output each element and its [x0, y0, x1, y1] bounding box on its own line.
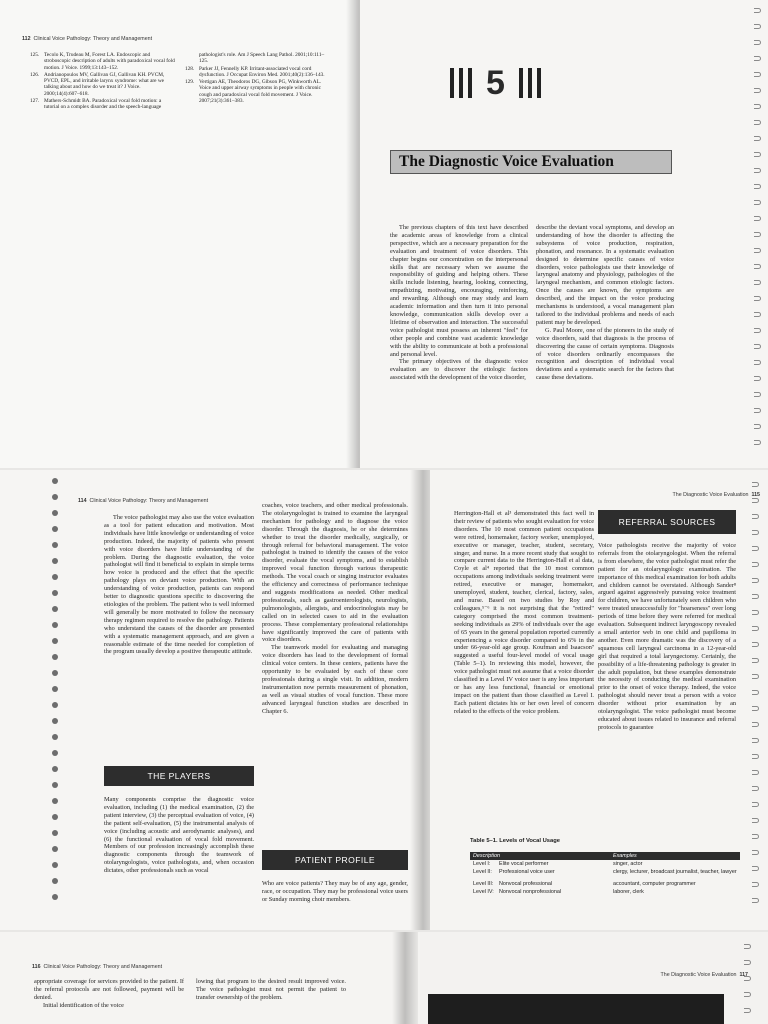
reference-number: 125. [30, 52, 40, 58]
paragraph: appropriate coverage for services provided to the patient. If the referral protocols are not followed, payment will be denied. [34, 978, 184, 1001]
page-number: 115 [751, 492, 760, 498]
binding-ring-icon [752, 866, 759, 871]
binding-hole-icon [52, 846, 58, 852]
running-title: The Diagnostic Voice Evaluation [672, 492, 749, 498]
binding-hole-icon [52, 542, 58, 548]
binding-ring-icon [752, 658, 759, 663]
binding-ring-icon [752, 818, 759, 823]
binding-ring-icon [752, 594, 759, 599]
heading-text: REFERRAL SOURCES [618, 517, 716, 527]
decorative-bars-left [450, 68, 472, 98]
binding-ring-icon [754, 312, 761, 317]
reference-text: Parker JJ, Fennelly KP. Irritant-associated vocal cord dysfunction. J Occupat Environ Med. 2001;40(2):136–143. [199, 65, 325, 78]
page-115 [430, 470, 768, 932]
table-row [470, 878, 740, 888]
paragraph: Herrington-Hall et al³ demonstrated this fact well in their review of patients who sought evaluation for voice disorders. The 10 most common patient occupations were retired, homemaker, factory worker, unemployed, executive or manager, teacher, student, secretary, singer, and nurse. In a more recent study that sought to compare current data to the Herrington-Hall et al data, Coyle et al⁴ reported that the 10 most common occupations among individuals seeking treatment were retired, executive or manager, homemaker, unemployed, student, teacher, clerical, factory, sales, and nurse. Based on two studies by Roy and colleagues,⁵⁻⁶ it is not surprising that the "retired" category comprised the most common treatment-seeking individuals as 29% of individuals over the age of 65 years in the general population reported currently experiencing a voice disorder compared to 6% in the under 66-year-old age group. Koufman and Isaacson⁷ suggested a useful four-level model of vocal usage (Table 5–1). In reviewing this model, however, the voice pathologist must not assume that a voice disorder classified in a Level IV voice user is any less important or has any less functional, financial or emotional impact on the patient than those classified as Level I. Each patient dictates his or her own level of concern related to the effects of the voice problem. [454, 510, 594, 715]
binding-ring-icon [754, 152, 761, 157]
binding-ring-icon [744, 1008, 751, 1013]
binding-ring-icon [754, 72, 761, 77]
binding-ring-icon [754, 24, 761, 29]
page-117-header [661, 972, 748, 978]
binding-ring-icon [754, 328, 761, 333]
binding-ring-icon [754, 168, 761, 173]
binding-ring-icon [752, 690, 759, 695]
chapter-opener [450, 64, 541, 102]
page-number: 112 [22, 36, 31, 42]
page-112-header [22, 36, 152, 42]
level-description: Elite vocal performer [499, 861, 549, 867]
binding-ring-icon [754, 376, 761, 381]
binding-ring-icon [752, 850, 759, 855]
page-number: 117 [739, 972, 748, 978]
heading-text: PATIENT PROFILE [294, 855, 375, 865]
binding-hole-icon [52, 558, 58, 564]
binding-hole-icon [52, 686, 58, 692]
binding-ring-icon [744, 960, 751, 965]
table-cell-description [470, 878, 610, 888]
reference-text: Vertigan AE, Theodoros DG, Gibson PG, Winkworth AL. Voice and upper airway symptoms in people with chronic cough and paradoxical vocal fold movement. J Voice. 2007;21(3):361–383. [199, 79, 322, 105]
gutter-shadow [392, 932, 418, 1024]
paragraph: lowing that program to the desired result improved voice. The voice pathologist must not permit the patient to transfer ownership of the problem. [196, 978, 346, 1001]
binding-ring-icon [744, 976, 751, 981]
paragraph: The voice pathologist may also use the voice evaluation as a tool for patient education and motivation. Most individuals have little knowledge or understanding of voice production. Indeed, the majority of patients who present with voice disorders have little understanding of the problem. During the diagnostic evaluation, the voice pathologist will find it beneficial to explain in simple terms how voice is produced and the effect that the specific pathology plays on deviant voice production. With an understanding of voice production, patients can respond better to diagnostic questions specific to discovering the etiologies of the problem. The patient who is well informed will generally be more motivated to follow the necessary therapy regimen required to resolve the pathology. Patients who understand the causes of the disorder are presented with a systematic management approach, and are given a reasonable estimate of the time needed for completion of the program usually develop a positive therapeutic attitude. [104, 514, 254, 656]
table-cell-description [470, 888, 610, 896]
level-label: Level II: [473, 869, 492, 875]
reference-item [30, 72, 175, 97]
table-row [470, 868, 740, 878]
binding-holes [52, 470, 62, 932]
table-cell-examples: singer, actor [613, 861, 643, 867]
binding-ring-icon [752, 482, 759, 487]
binding-ring-icon [754, 88, 761, 93]
binding-ring-icon [752, 706, 759, 711]
binding-hole-icon [52, 734, 58, 740]
binding-ring-icon [754, 120, 761, 125]
binding-ring-icon [752, 834, 759, 839]
paragraph: The teamwork model for evaluating and managing voice disorders has lead to the development of formal clinical voice centers. In these centers, patients have the opportunity to be evaluated by each of these core professionals during a single visit. In addition, modern instrumentation now permits measurement of phonation, as well as visual studies of vocal function. These more advanced laryngeal function studies are described in Chapter 6. [262, 644, 408, 715]
binding-hole-icon [52, 830, 58, 836]
table-row [470, 888, 740, 896]
reference-number: 127. [30, 98, 40, 105]
binding-ring-icon [754, 296, 761, 301]
level-description: Nonvocal nonprofessional [499, 889, 562, 895]
page-112 [0, 0, 356, 470]
binding-hole-icon [52, 878, 58, 884]
running-title: Clinical Voice Pathology: Theory and Management [43, 964, 163, 970]
reference-text: Mathers-Schmidt BA. Paradoxical vocal fold motion: a tutorial on a complex disorder and the speech-language pathologist's role. Am J Speech Lang Pathol. 2001;10:111–125. [44, 52, 325, 111]
binding-ring-icon [752, 530, 759, 535]
binding-ring-icon [754, 264, 761, 269]
binding-ring-icon [744, 944, 751, 949]
reference-item [185, 66, 330, 79]
p116-column-2 [196, 978, 346, 1002]
table-header-row [470, 852, 740, 860]
binding-ring-icon [754, 8, 761, 13]
binding-ring-icon [754, 56, 761, 61]
reference-item [185, 79, 330, 104]
binding-ring-icon [754, 440, 761, 445]
p114-column-1 [104, 514, 254, 656]
page-117 [420, 932, 768, 1024]
spread-pages-114-115 [0, 470, 768, 932]
binding-hole-icon [52, 718, 58, 724]
binding-ring-icon [754, 360, 761, 365]
binding-ring-icon [752, 754, 759, 759]
binding-ring-icon [754, 200, 761, 205]
reference-text: Andrianopoulos MV, Gallivan GJ, Gallivan KH. PVCM, PVCD, EPL, and irritable larynx syndrome: what are we talking about and how do we treat it? J Voice. 2000;14(4):607–618. [44, 71, 165, 97]
reference-number: 128. [185, 65, 195, 72]
p114-column-2b [262, 880, 408, 904]
table-caption: Table 5–1. Levels of Vocal Usage [470, 838, 560, 844]
binding-hole-icon [52, 590, 58, 596]
reference-list [30, 52, 330, 111]
binding-ring-icon [752, 882, 759, 887]
binding-ring-icon [754, 184, 761, 189]
binding-ring-icon [754, 344, 761, 349]
binding-ring-icon [752, 786, 759, 791]
binding-ring-icon [752, 674, 759, 679]
binding-hole-icon [52, 814, 58, 820]
paragraph: The primary objectives of the diagnostic voice evaluation are to discover the etiologic factors associated with the development of the voice disorder, [390, 358, 528, 382]
binding-hole-icon [52, 750, 58, 756]
binding-ring-icon [752, 738, 759, 743]
binding-ring-icon [752, 642, 759, 647]
binding-ring-icon [752, 802, 759, 807]
binding-ring-icon [754, 136, 761, 141]
binding-ring-icon [752, 562, 759, 567]
level-label: Level III: [473, 881, 494, 887]
binding-hole-icon [52, 654, 58, 660]
binding-hole-icon [52, 894, 58, 900]
binding-hole-icon [52, 526, 58, 532]
binding-hole-icon [52, 782, 58, 788]
binding-ring-icon [754, 104, 761, 109]
table-cell-examples: laborer, clerk [613, 889, 644, 895]
chapter-title: The Diagnostic Voice Evaluation [399, 153, 614, 170]
table-row [470, 860, 740, 868]
p114-column-2 [262, 502, 408, 715]
binding-hole-icon [52, 622, 58, 628]
page-114 [0, 470, 420, 932]
level-description: Nonvocal professional [499, 881, 553, 887]
binding-hole-icon [52, 606, 58, 612]
intro-column-1 [390, 224, 528, 382]
binding-hole-icon [52, 494, 58, 500]
levels-of-vocal-usage-table [470, 852, 740, 896]
page-115-header [673, 492, 760, 498]
level-label: Level IV: [473, 889, 494, 895]
level-label: Level I: [473, 861, 491, 867]
binding-hole-icon [52, 510, 58, 516]
heading-text: THE PLAYERS [147, 771, 211, 781]
binding-rings [752, 470, 762, 932]
binding-ring-icon [754, 40, 761, 45]
binding-ring-icon [752, 626, 759, 631]
table-header-examples: Examples [613, 853, 637, 859]
reference-text: Tecolo K, Trudeau M, Forest LA. Endoscopic and stroboscopic description of adults with paradoxical vocal fold motion. J Voice. 1999;13:143–152. [44, 52, 175, 71]
page-number: 114 [78, 498, 87, 504]
p114-column-1b [104, 796, 254, 875]
binding-ring-icon [754, 424, 761, 429]
page-116-header [32, 964, 162, 970]
running-title: Clinical Voice Pathology: Theory and Management [33, 36, 153, 42]
running-title: Clinical Voice Pathology: Theory and Management [89, 498, 209, 504]
binding-hole-icon [52, 670, 58, 676]
paragraph: Initial identification of the voice [43, 1001, 124, 1009]
reference-number: 126. [30, 71, 40, 78]
paragraph: describe the deviant vocal symptoms, and develop an understanding of how the disorder is affecting the subsystems of voice production, respiration, phonation, and resonance. In a systematic evaluation designed to determine specific causes of voice disorders, voice pathologists use their knowledge of laryngeal anatomy and physiology, pathologies of the laryngeal mechanism, and common etiologic factors. Once the causes are known, the symptoms are described, and the impact on the voice producing mechanisms is understood, a vocal management plan tailored to the individual problems and needs of each patient may be developed. [536, 224, 674, 326]
binding-rings [744, 932, 754, 1024]
p115-column-1 [454, 510, 594, 716]
reference-number: 129. [185, 79, 195, 86]
binding-ring-icon [754, 248, 761, 253]
binding-ring-icon [752, 770, 759, 775]
binding-ring-icon [752, 546, 759, 551]
reference-item [30, 52, 175, 71]
chapter-title-box [390, 150, 672, 174]
binding-ring-icon [752, 514, 759, 519]
binding-hole-icon [52, 766, 58, 772]
binding-ring-icon [754, 216, 761, 221]
binding-hole-icon [52, 638, 58, 644]
binding-ring-icon [752, 610, 759, 615]
running-title: The Diagnostic Voice Evaluation [660, 972, 737, 978]
binding-hole-icon [52, 798, 58, 804]
binding-ring-icon [754, 232, 761, 237]
table-cell-description [470, 868, 610, 878]
table-header-description: Description [473, 853, 500, 859]
binding-ring-icon [754, 392, 761, 397]
binding-hole-icon [52, 574, 58, 580]
paragraph: Many components comprise the diagnostic voice evaluation, including (1) the medical examination, (2) the patient interview, (3) the perceptual evaluation of voice, (4) the patient self-evaluation, (5) the instrumental analysis of voice (including acoustic and aerodynamic analyses), and (6) the functional evaluation of vocal fold movement. Members of our profession increasingly accomplish these diagnostic components through the teamwork of otolaryngologists, voice pathologists, and, when occasion dictates, other professionals such as vocal [104, 796, 254, 875]
paragraph: G. Paul Moore, one of the pioneers in the study of voice disorders, said that diagnosis is the process of discovering the cause of certain symptoms. Diagnosis of voice disorders ordinarily encompasses the recognition and description of individual vocal deviations and a systematic search for the factors that cause these deviations. [536, 326, 674, 382]
binding-ring-icon [744, 992, 751, 997]
binding-hole-icon [52, 862, 58, 868]
decorative-bars-right [519, 68, 541, 98]
table-cell-examples: accountant, computer programmer [613, 881, 696, 887]
dark-banner [428, 994, 724, 1024]
heading-the-players [104, 766, 254, 786]
binding-ring-icon [752, 898, 759, 903]
page-number: 116 [32, 964, 41, 970]
binding-ring-icon [752, 498, 759, 503]
level-description: Professional voice user [499, 869, 555, 875]
paragraph: Who are voice patients? They may be of any age, gender, race, or occupation. They may be professional voice users or Sunday morning choir members. [262, 880, 408, 903]
paragraph: The previous chapters of this text have described the academic areas of knowledge from a clinical perspective, which are a necessary preparation for the evaluation and treatment of voice disorders. This chapter begins our concentration on the interpersonal skills that are necessary when we assume the responsibility of guiding and helping others. These skills include listening, hearing, looking, connecting, empathizing, motivating, encouraging, reinforcing, and rewarding. Although one may study and learn academic information and then turn it into personal knowledge, communication skills develop over a lifetime of observation and interaction. The successful voice pathologist must possess an inherent "feel" for other people and combine vast academic knowledge with the ability to communicate at both a professional and personal level. [390, 224, 528, 358]
page-113 [360, 0, 768, 470]
chapter-number: 5 [486, 64, 505, 102]
p115-column-2 [598, 542, 736, 732]
binding-ring-icon [752, 722, 759, 727]
page-116 [0, 932, 400, 1024]
spread-pages-112-113 [0, 0, 768, 470]
table-cell-description [470, 860, 610, 868]
binding-ring-icon [754, 280, 761, 285]
spread-pages-116-117 [0, 932, 768, 1024]
binding-hole-icon [52, 702, 58, 708]
p116-column-1 [34, 978, 184, 1010]
heading-patient-profile [262, 850, 408, 870]
intro-column-2 [536, 224, 674, 382]
paragraph: coaches, voice teachers, and other medical professionals. The otolaryngologist is trained to examine the laryngeal mechanism for pathology and to diagnose the voice disorder. Through the diagnosis, he or she determines whether to treat the disorder medically, surgically, or through referral for behavioral management. The voice pathologist is trained to identify the causes of the voice disorder, evaluate the vocal symptoms, and to establish improved vocal function through various therapeutic methods. The vocal coach or singing instructor evaluates the efficiency and correctness of performance technique and suggests modifications as needed. Other medical professionals, such as gastroenterologists, neurologists, pulmonologists, allergists, and endocrinologists may be called on in selected cases to aid in the evaluation process. These complementary professional relationships have significantly improved the care of patients with voice disorders. [262, 502, 408, 644]
table-cell-examples: clergy, lecturer, broadcast journalist, teacher, lawyer [613, 869, 737, 875]
binding-rings [754, 0, 764, 470]
paragraph: Voice pathologists receive the majority of voice referrals from the otolaryngologist. When the referral is from elsewhere, the voice pathologist must refer the patient for an otolaryngologic examination. The importance of this medical examination for both adults and children cannot be overstated. Although Sander⁸ argued against aggressively pursuing voice treatment for children, we have unfortunately seen children who were treated unsuccessfully for "hoarseness" over long periods of time before they were referred for medical evaluation. Subsequent indirect laryngoscopy revealed a small anterior web in one child and papilloma in another. Even more dramatic was the discovery of a squamous cell laryngeal carcinoma in a 12-year-old girl that required a total laryngectomy. Certainly, the possibility of a life-threatening pathology is greater in the adult population, but these examples demonstrate the necessity of conducting the medical examination prior to the onset of voice therapy. Indeed, the voice pathologist should never treat a person with a voice disorder without prior examination by an otolaryngologist. The voice pathologist must become educated about issues related to insurance and referral protocols to guarantee [598, 542, 736, 731]
heading-referral-sources [598, 510, 736, 534]
page-114-header [78, 498, 208, 504]
binding-hole-icon [52, 478, 58, 484]
binding-ring-icon [752, 578, 759, 583]
binding-ring-icon [754, 408, 761, 413]
